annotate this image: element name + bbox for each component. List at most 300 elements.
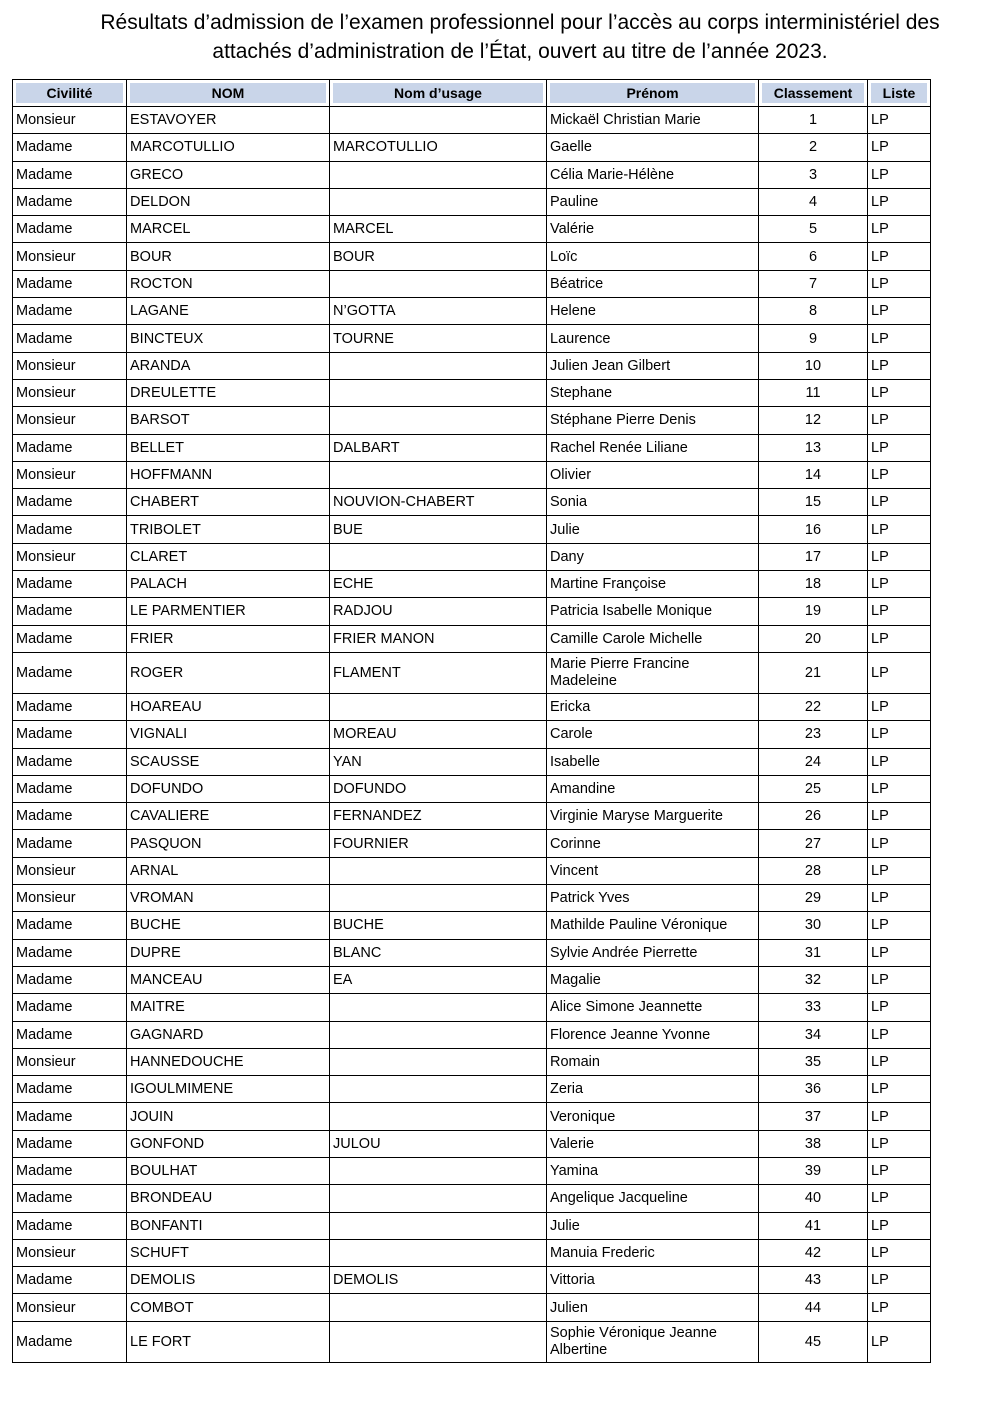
cell-nom-usage: YAN: [330, 748, 547, 775]
cell-nom-usage: MOREAU: [330, 721, 547, 748]
cell-civilite: Madame: [13, 298, 127, 325]
table-row: [13, 352, 931, 379]
cell-liste: LP: [868, 1212, 931, 1239]
cell-prenom: Sylvie Andrée Pierrette: [547, 939, 759, 966]
table-row: [13, 966, 931, 993]
cell-prenom: Julie: [547, 1212, 759, 1239]
cell-prenom: Sonia: [547, 489, 759, 516]
cell-civilite: Madame: [13, 489, 127, 516]
table-row: [13, 1294, 931, 1321]
cell-nom: SCAUSSE: [127, 748, 330, 775]
cell-liste: LP: [868, 107, 931, 134]
cell-civilite: Madame: [13, 270, 127, 297]
cell-prenom: Ericka: [547, 693, 759, 720]
cell-nom: VROMAN: [127, 885, 330, 912]
header-liste-label: Liste: [871, 83, 927, 103]
cell-civilite: Madame: [13, 625, 127, 652]
cell-nom: GONFOND: [127, 1130, 330, 1157]
cell-civilite: Madame: [13, 939, 127, 966]
cell-liste: LP: [868, 885, 931, 912]
cell-nom-usage: JULOU: [330, 1130, 547, 1157]
cell-civilite: Madame: [13, 1157, 127, 1184]
cell-liste: LP: [868, 216, 931, 243]
cell-nom: LE FORT: [127, 1321, 330, 1362]
cell-classement: 35: [759, 1048, 868, 1075]
cell-civilite: Madame: [13, 830, 127, 857]
cell-classement: 44: [759, 1294, 868, 1321]
cell-nom: HOFFMANN: [127, 461, 330, 488]
cell-nom-usage: [330, 1103, 547, 1130]
cell-prenom: Martine Françoise: [547, 571, 759, 598]
table-row: [13, 325, 931, 352]
header-liste: [868, 80, 931, 107]
header-nom: [127, 80, 330, 107]
cell-prenom: Rachel Renée Liliane: [547, 434, 759, 461]
table-row: [13, 298, 931, 325]
cell-civilite: Monsieur: [13, 461, 127, 488]
cell-civilite: Monsieur: [13, 543, 127, 570]
cell-prenom: Patrick Yves: [547, 885, 759, 912]
cell-liste: LP: [868, 1294, 931, 1321]
cell-liste: LP: [868, 652, 931, 693]
cell-liste: LP: [868, 543, 931, 570]
cell-prenom: Vincent: [547, 857, 759, 884]
cell-prenom: Patricia Isabelle Monique: [547, 598, 759, 625]
cell-nom-usage: RADJOU: [330, 598, 547, 625]
cell-nom: COMBOT: [127, 1294, 330, 1321]
cell-nom-usage: EA: [330, 966, 547, 993]
cell-classement: 23: [759, 721, 868, 748]
cell-classement: 9: [759, 325, 868, 352]
cell-nom-usage: [330, 1157, 547, 1184]
header-nom-usage-label: Nom d’usage: [333, 83, 543, 103]
cell-prenom: Manuia Frederic: [547, 1239, 759, 1266]
cell-nom: VIGNALI: [127, 721, 330, 748]
cell-civilite: Madame: [13, 434, 127, 461]
cell-nom-usage: [330, 461, 547, 488]
cell-civilite: Madame: [13, 571, 127, 598]
cell-classement: 2: [759, 134, 868, 161]
cell-classement: 17: [759, 543, 868, 570]
table-row: [13, 939, 931, 966]
table-row: [13, 748, 931, 775]
cell-civilite: Madame: [13, 721, 127, 748]
cell-prenom: Julien Jean Gilbert: [547, 352, 759, 379]
cell-prenom: Amandine: [547, 775, 759, 802]
table-row: [13, 912, 931, 939]
cell-nom: BOULHAT: [127, 1157, 330, 1184]
cell-nom-usage: ECHE: [330, 571, 547, 598]
table-row: [13, 1239, 931, 1266]
cell-nom-usage: [330, 994, 547, 1021]
cell-classement: 33: [759, 994, 868, 1021]
cell-civilite: Madame: [13, 748, 127, 775]
cell-nom: BELLET: [127, 434, 330, 461]
cell-nom-usage: DEMOLIS: [330, 1267, 547, 1294]
cell-liste: LP: [868, 912, 931, 939]
cell-prenom: Veronique: [547, 1103, 759, 1130]
cell-liste: LP: [868, 966, 931, 993]
table-row: [13, 1185, 931, 1212]
cell-nom: ROCTON: [127, 270, 330, 297]
cell-liste: LP: [868, 1130, 931, 1157]
table-row: [13, 270, 931, 297]
cell-classement: 3: [759, 161, 868, 188]
cell-nom: BRONDEAU: [127, 1185, 330, 1212]
cell-classement: 24: [759, 748, 868, 775]
cell-liste: LP: [868, 188, 931, 215]
table-row: [13, 1321, 931, 1362]
cell-nom: CHABERT: [127, 489, 330, 516]
cell-liste: LP: [868, 803, 931, 830]
table-row: [13, 994, 931, 1021]
cell-liste: LP: [868, 1267, 931, 1294]
cell-civilite: Monsieur: [13, 352, 127, 379]
cell-nom: JOUIN: [127, 1103, 330, 1130]
cell-civilite: Madame: [13, 1212, 127, 1239]
cell-prenom: Stephane: [547, 379, 759, 406]
cell-nom: HOAREAU: [127, 693, 330, 720]
cell-prenom: Pauline: [547, 188, 759, 215]
cell-classement: 43: [759, 1267, 868, 1294]
cell-nom-usage: MARCOTULLIO: [330, 134, 547, 161]
table-row: [13, 652, 931, 693]
cell-nom: PALACH: [127, 571, 330, 598]
cell-civilite: Madame: [13, 188, 127, 215]
cell-civilite: Madame: [13, 1185, 127, 1212]
table-row: [13, 1130, 931, 1157]
cell-classement: 5: [759, 216, 868, 243]
cell-prenom: Valerie: [547, 1130, 759, 1157]
cell-nom-usage: BOUR: [330, 243, 547, 270]
table-row: [13, 461, 931, 488]
cell-liste: LP: [868, 1103, 931, 1130]
cell-nom-usage: [330, 107, 547, 134]
cell-classement: 29: [759, 885, 868, 912]
cell-liste: LP: [868, 775, 931, 802]
cell-civilite: Monsieur: [13, 107, 127, 134]
cell-liste: LP: [868, 721, 931, 748]
cell-prenom: Béatrice: [547, 270, 759, 297]
cell-nom: LAGANE: [127, 298, 330, 325]
cell-civilite: Madame: [13, 652, 127, 693]
cell-liste: LP: [868, 857, 931, 884]
cell-nom-usage: [330, 161, 547, 188]
cell-nom-usage: FERNANDEZ: [330, 803, 547, 830]
table-row: [13, 830, 931, 857]
cell-civilite: Madame: [13, 966, 127, 993]
results-table-header: [13, 80, 931, 107]
cell-prenom: Camille Carole Michelle: [547, 625, 759, 652]
cell-nom-usage: N’GOTTA: [330, 298, 547, 325]
cell-prenom: Corinne: [547, 830, 759, 857]
cell-classement: 16: [759, 516, 868, 543]
table-row: [13, 379, 931, 406]
cell-liste: LP: [868, 298, 931, 325]
cell-nom-usage: NOUVION-CHABERT: [330, 489, 547, 516]
cell-classement: 41: [759, 1212, 868, 1239]
cell-liste: LP: [868, 134, 931, 161]
cell-nom: CLARET: [127, 543, 330, 570]
cell-prenom: Sophie Véronique Jeanne Albertine: [547, 1321, 759, 1362]
cell-nom: DREULETTE: [127, 379, 330, 406]
cell-liste: LP: [868, 489, 931, 516]
cell-liste: LP: [868, 1185, 931, 1212]
cell-classement: 21: [759, 652, 868, 693]
cell-classement: 34: [759, 1021, 868, 1048]
cell-classement: 15: [759, 489, 868, 516]
cell-prenom: Julien: [547, 1294, 759, 1321]
table-row: [13, 407, 931, 434]
cell-nom-usage: [330, 188, 547, 215]
cell-prenom: Mickaël Christian Marie: [547, 107, 759, 134]
cell-prenom: Alice Simone Jeannette: [547, 994, 759, 1021]
cell-prenom: Dany: [547, 543, 759, 570]
cell-liste: LP: [868, 161, 931, 188]
cell-classement: 37: [759, 1103, 868, 1130]
table-row: [13, 188, 931, 215]
table-row: [13, 598, 931, 625]
cell-civilite: Madame: [13, 1267, 127, 1294]
cell-liste: LP: [868, 994, 931, 1021]
cell-civilite: Madame: [13, 994, 127, 1021]
cell-prenom: Virginie Maryse Marguerite: [547, 803, 759, 830]
cell-prenom: Zeria: [547, 1076, 759, 1103]
table-row: [13, 216, 931, 243]
cell-nom: FRIER: [127, 625, 330, 652]
cell-liste: LP: [868, 270, 931, 297]
cell-civilite: Monsieur: [13, 1294, 127, 1321]
cell-classement: 8: [759, 298, 868, 325]
cell-nom: SCHUFT: [127, 1239, 330, 1266]
cell-nom: ESTAVOYER: [127, 107, 330, 134]
cell-nom: BOUR: [127, 243, 330, 270]
cell-classement: 12: [759, 407, 868, 434]
cell-nom: ARNAL: [127, 857, 330, 884]
cell-civilite: Monsieur: [13, 885, 127, 912]
cell-classement: 28: [759, 857, 868, 884]
cell-prenom: Yamina: [547, 1157, 759, 1184]
cell-nom-usage: DOFUNDO: [330, 775, 547, 802]
cell-classement: 32: [759, 966, 868, 993]
table-row: [13, 693, 931, 720]
cell-liste: LP: [868, 693, 931, 720]
cell-nom: HANNEDOUCHE: [127, 1048, 330, 1075]
cell-classement: 26: [759, 803, 868, 830]
cell-civilite: Madame: [13, 216, 127, 243]
table-row: [13, 1267, 931, 1294]
cell-prenom: Isabelle: [547, 748, 759, 775]
table-row: [13, 775, 931, 802]
cell-liste: LP: [868, 1321, 931, 1362]
cell-nom: MANCEAU: [127, 966, 330, 993]
table-row: [13, 857, 931, 884]
cell-prenom: Gaelle: [547, 134, 759, 161]
cell-nom: BONFANTI: [127, 1212, 330, 1239]
header-classement-label: Classement: [762, 83, 864, 103]
table-row: [13, 1048, 931, 1075]
cell-civilite: Monsieur: [13, 1048, 127, 1075]
cell-nom-usage: [330, 1294, 547, 1321]
header-civilite: [13, 80, 127, 107]
cell-liste: LP: [868, 598, 931, 625]
table-row: [13, 516, 931, 543]
cell-classement: 7: [759, 270, 868, 297]
cell-prenom: Marie Pierre Francine Madeleine: [547, 652, 759, 693]
cell-prenom: Célia Marie-Hélène: [547, 161, 759, 188]
cell-nom-usage: [330, 1076, 547, 1103]
cell-civilite: Madame: [13, 516, 127, 543]
cell-liste: LP: [868, 748, 931, 775]
cell-liste: LP: [868, 571, 931, 598]
cell-civilite: Madame: [13, 803, 127, 830]
cell-prenom: Julie: [547, 516, 759, 543]
header-classement: [759, 80, 868, 107]
cell-classement: 40: [759, 1185, 868, 1212]
cell-liste: LP: [868, 325, 931, 352]
cell-civilite: Monsieur: [13, 857, 127, 884]
cell-prenom: Mathilde Pauline Véronique: [547, 912, 759, 939]
cell-nom: LE PARMENTIER: [127, 598, 330, 625]
results-table-body: [13, 107, 931, 1363]
table-row: [13, 1103, 931, 1130]
cell-nom: PASQUON: [127, 830, 330, 857]
table-row: [13, 161, 931, 188]
cell-nom: IGOULMIMENE: [127, 1076, 330, 1103]
page-title-line-2: attachés d’administration de l’État, ouvert au titre de l’année 2023.: [212, 40, 828, 63]
results-table: [12, 79, 931, 1363]
cell-prenom: Helene: [547, 298, 759, 325]
cell-classement: 30: [759, 912, 868, 939]
cell-nom-usage: [330, 1212, 547, 1239]
cell-liste: LP: [868, 830, 931, 857]
cell-prenom: Laurence: [547, 325, 759, 352]
cell-classement: 25: [759, 775, 868, 802]
cell-liste: LP: [868, 243, 931, 270]
cell-nom-usage: [330, 1239, 547, 1266]
cell-liste: LP: [868, 625, 931, 652]
cell-liste: LP: [868, 1239, 931, 1266]
cell-classement: 11: [759, 379, 868, 406]
cell-classement: 27: [759, 830, 868, 857]
cell-nom-usage: FRIER MANON: [330, 625, 547, 652]
cell-liste: LP: [868, 461, 931, 488]
cell-nom: CAVALIERE: [127, 803, 330, 830]
cell-nom: BINCTEUX: [127, 325, 330, 352]
cell-prenom: Romain: [547, 1048, 759, 1075]
cell-nom: ARANDA: [127, 352, 330, 379]
cell-prenom: Loïc: [547, 243, 759, 270]
cell-prenom: Vittoria: [547, 1267, 759, 1294]
cell-liste: LP: [868, 352, 931, 379]
cell-classement: 38: [759, 1130, 868, 1157]
cell-nom-usage: BUCHE: [330, 912, 547, 939]
cell-nom-usage: MARCEL: [330, 216, 547, 243]
cell-nom-usage: [330, 885, 547, 912]
cell-classement: 36: [759, 1076, 868, 1103]
cell-prenom: Valérie: [547, 216, 759, 243]
cell-nom: MARCOTULLIO: [127, 134, 330, 161]
cell-civilite: Monsieur: [13, 243, 127, 270]
cell-liste: LP: [868, 939, 931, 966]
cell-civilite: Madame: [13, 1021, 127, 1048]
table-row: [13, 1076, 931, 1103]
cell-classement: 45: [759, 1321, 868, 1362]
cell-nom-usage: DALBART: [330, 434, 547, 461]
table-row: [13, 489, 931, 516]
cell-nom-usage: [330, 270, 547, 297]
cell-civilite: Madame: [13, 1321, 127, 1362]
cell-nom: DELDON: [127, 188, 330, 215]
cell-nom-usage: [330, 1185, 547, 1212]
header-civilite-label: Civilité: [16, 83, 123, 103]
cell-nom: DOFUNDO: [127, 775, 330, 802]
cell-classement: 20: [759, 625, 868, 652]
cell-classement: 14: [759, 461, 868, 488]
cell-liste: LP: [868, 379, 931, 406]
cell-civilite: Madame: [13, 1103, 127, 1130]
cell-nom-usage: BUE: [330, 516, 547, 543]
cell-civilite: Madame: [13, 693, 127, 720]
cell-nom-usage: [330, 379, 547, 406]
cell-nom: TRIBOLET: [127, 516, 330, 543]
cell-civilite: Madame: [13, 912, 127, 939]
cell-civilite: Madame: [13, 598, 127, 625]
cell-nom-usage: [330, 407, 547, 434]
cell-classement: 18: [759, 571, 868, 598]
cell-classement: 19: [759, 598, 868, 625]
cell-civilite: Madame: [13, 775, 127, 802]
table-row: [13, 543, 931, 570]
cell-classement: 39: [759, 1157, 868, 1184]
cell-nom-usage: BLANC: [330, 939, 547, 966]
cell-classement: 4: [759, 188, 868, 215]
table-row: [13, 721, 931, 748]
cell-liste: LP: [868, 1076, 931, 1103]
cell-civilite: Madame: [13, 325, 127, 352]
cell-nom-usage: [330, 857, 547, 884]
cell-nom: DEMOLIS: [127, 1267, 330, 1294]
table-row: [13, 803, 931, 830]
table-row: [13, 243, 931, 270]
header-prenom: [547, 80, 759, 107]
table-row: [13, 1021, 931, 1048]
page-title-line-1: Résultats d’admission de l’examen professionnel pour l’accès au corps interministériel des: [100, 11, 940, 34]
cell-nom: MARCEL: [127, 216, 330, 243]
cell-classement: 31: [759, 939, 868, 966]
cell-nom: GAGNARD: [127, 1021, 330, 1048]
cell-nom: MAITRE: [127, 994, 330, 1021]
cell-liste: LP: [868, 1157, 931, 1184]
cell-nom: GRECO: [127, 161, 330, 188]
cell-nom-usage: FOURNIER: [330, 830, 547, 857]
table-row: [13, 134, 931, 161]
cell-civilite: Madame: [13, 1076, 127, 1103]
cell-nom-usage: TOURNE: [330, 325, 547, 352]
cell-classement: 13: [759, 434, 868, 461]
table-row: [13, 107, 931, 134]
page-title: [60, 8, 980, 66]
cell-civilite: Madame: [13, 161, 127, 188]
cell-prenom: Stéphane Pierre Denis: [547, 407, 759, 434]
cell-nom: BARSOT: [127, 407, 330, 434]
cell-classement: 22: [759, 693, 868, 720]
cell-nom: DUPRE: [127, 939, 330, 966]
cell-liste: LP: [868, 516, 931, 543]
table-row: [13, 885, 931, 912]
cell-nom-usage: [330, 1021, 547, 1048]
table-row: [13, 1157, 931, 1184]
